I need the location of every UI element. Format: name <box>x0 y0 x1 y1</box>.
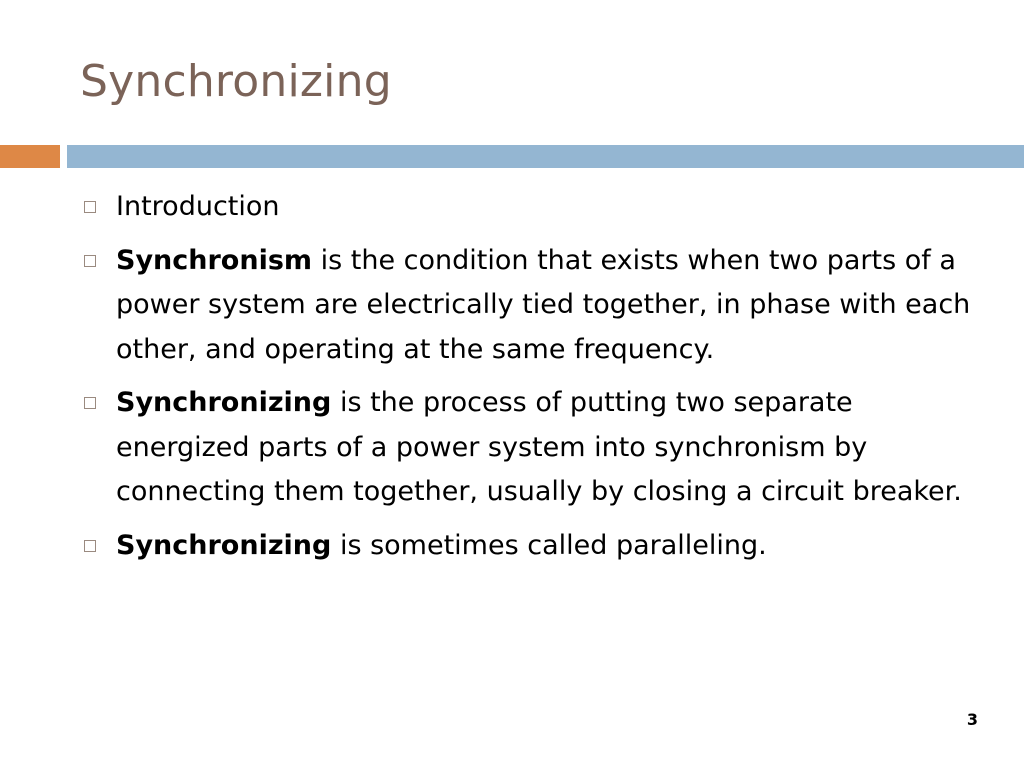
bullet-text: is the condition that exists when two parts of a power system are electrically tied together, in phase with each other, and operating at the same frequency. <box>116 244 971 365</box>
hollow-square-icon <box>84 540 96 552</box>
page-number: 3 <box>966 710 978 729</box>
bullet-term: Synchronizing <box>116 529 332 561</box>
accent-bar-blue <box>67 145 1024 168</box>
hollow-square-icon <box>84 201 96 213</box>
bullet-term: Synchronizing <box>116 387 332 418</box>
slide-title: Synchronizing <box>80 56 392 107</box>
hollow-square-icon <box>84 255 96 267</box>
bullet-item <box>84 185 994 230</box>
accent-bar-orange <box>0 145 60 168</box>
bullet-text: is the process of putting two separate energized parts of a power system into synchronism by connecting them together, usually by closing a circuit breaker. <box>116 387 962 507</box>
hollow-square-icon <box>84 397 96 409</box>
bullet-item <box>84 524 994 569</box>
bullet-text: is sometimes called paralleling. <box>331 529 767 561</box>
bullet-list <box>84 185 994 577</box>
bullet-term: Synchronism <box>116 244 313 276</box>
bullet-text: Introduction <box>116 191 280 222</box>
bullet-item <box>84 239 994 373</box>
bullet-item <box>84 381 994 515</box>
